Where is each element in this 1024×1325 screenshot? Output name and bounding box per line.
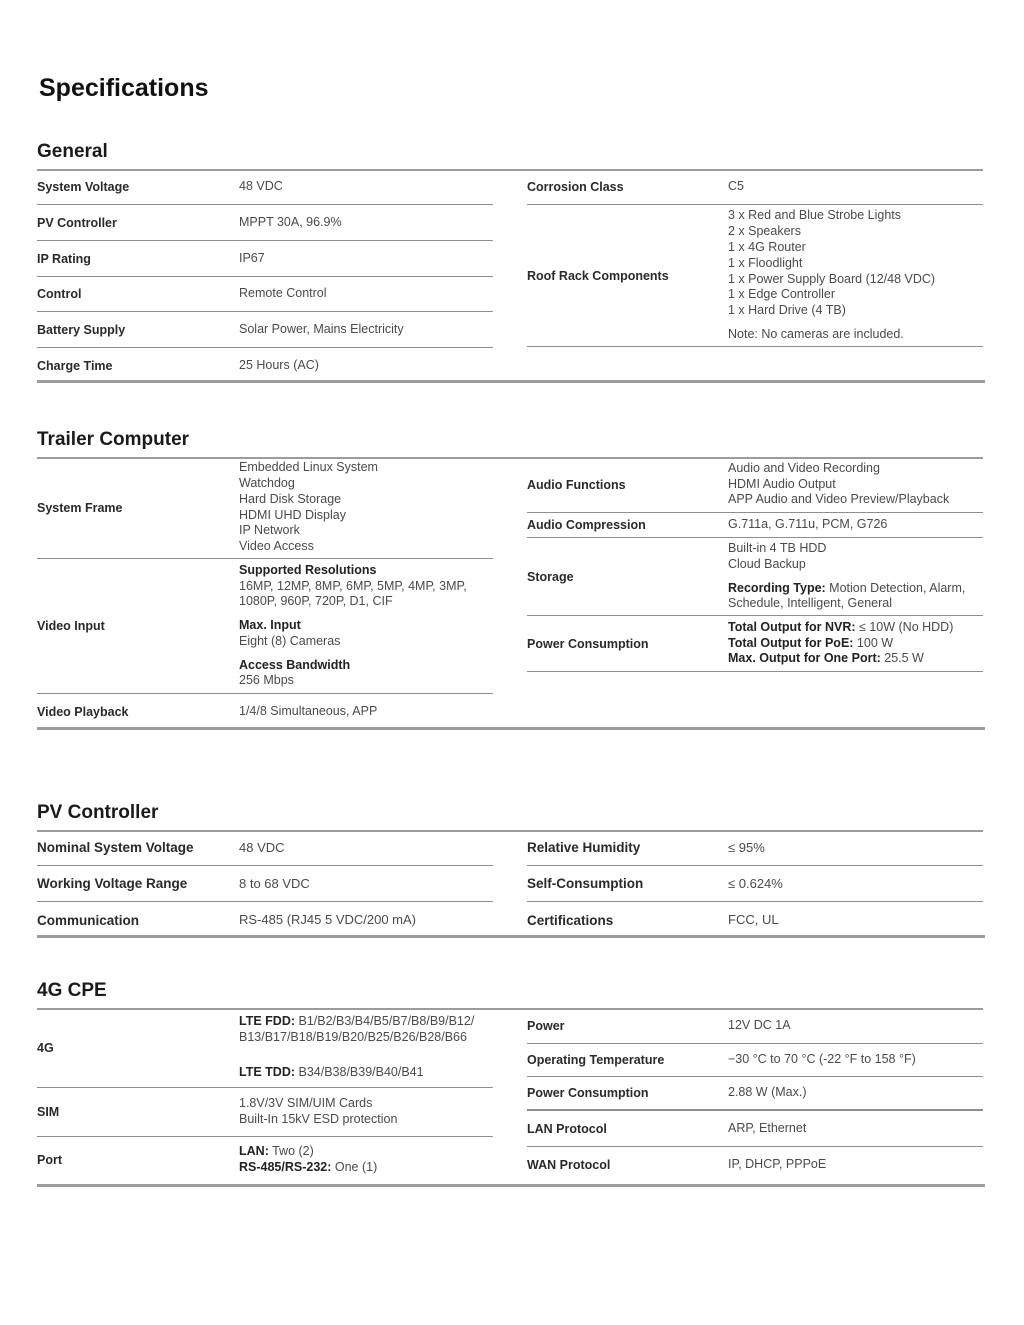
spec-value bbox=[239, 1096, 397, 1128]
sub-heading: Access Bandwidth bbox=[239, 657, 351, 672]
spec-row-video-playback bbox=[37, 694, 493, 730]
spec-value: FCC, UL bbox=[728, 912, 779, 928]
recording-type-value: Schedule, Intelligent, General bbox=[728, 596, 892, 611]
pv-controller-section bbox=[37, 800, 983, 940]
spec-row-port bbox=[37, 1137, 493, 1183]
list-item: APP Audio and Video Preview/Playback bbox=[728, 492, 950, 507]
lte-fdd-label: LTE FDD: bbox=[239, 1014, 296, 1029]
lte-tdd-value: B34/B38/B39/B40/B41 bbox=[295, 1064, 424, 1079]
list-item: IP Network bbox=[239, 523, 300, 538]
spec-value: IP, DHCP, PPPoE bbox=[728, 1157, 827, 1172]
spec-value: ≤ 95% bbox=[728, 839, 765, 855]
nvr-value: ≤ 10W (No HDD) bbox=[855, 619, 954, 634]
spec-row-certifications bbox=[527, 902, 983, 938]
spec-row-power-consumption bbox=[527, 616, 983, 672]
spec-row-battery-supply bbox=[37, 312, 493, 348]
rs-label: RS-485/RS-232: bbox=[239, 1160, 332, 1174]
spec-row-lan-protocol bbox=[527, 1111, 983, 1147]
spec-label: Charge Time bbox=[37, 359, 113, 373]
spec-label: Power Consumption bbox=[527, 1086, 649, 1100]
list-item: 1 x Edge Controller bbox=[728, 287, 836, 302]
list-item: HDMI Audio Output bbox=[728, 476, 836, 491]
spec-row-wan-protocol bbox=[527, 1147, 983, 1183]
spec-value: 2.88 W (Max.) bbox=[728, 1085, 807, 1100]
list-item: 1 x Floodlight bbox=[728, 255, 803, 270]
4g-cpe-section bbox=[37, 978, 983, 1193]
spec-value: MPPT 30A, 96.9% bbox=[239, 214, 342, 229]
list-item: HDMI UHD Display bbox=[239, 507, 346, 522]
list-item: Eight (8) Cameras bbox=[239, 633, 341, 648]
spec-value: Solar Power, Mains Electricity bbox=[239, 321, 404, 336]
list-item: 1 x Hard Drive (4 TB) bbox=[728, 303, 846, 318]
lan-label: LAN: bbox=[239, 1144, 269, 1159]
poe-value: 100 W bbox=[853, 635, 894, 650]
spec-label: Storage bbox=[527, 569, 574, 584]
spec-label: Corrosion Class bbox=[527, 179, 624, 194]
trailer-left-column bbox=[37, 457, 493, 730]
spec-row-charge-time bbox=[37, 348, 493, 384]
spec-row-relative-humidity bbox=[527, 830, 983, 866]
spec-label: Video Input bbox=[37, 619, 105, 633]
spec-row-audio-compression bbox=[527, 513, 983, 538]
spec-label: Port bbox=[37, 1153, 62, 1167]
section-bottom-rule bbox=[37, 1184, 985, 1187]
spec-label: PV Controller bbox=[37, 215, 117, 230]
list-item: 1080P, 960P, 720P, D1, CIF bbox=[239, 594, 393, 609]
recording-type-value: Motion Detection, Alarm, bbox=[825, 580, 966, 595]
lan-value: Two (2) bbox=[268, 1144, 314, 1159]
section-bottom-rule bbox=[37, 380, 985, 383]
poe-label: Total Output for PoE: bbox=[728, 635, 854, 650]
spec-value: 48 VDC bbox=[239, 178, 283, 193]
spec-label: Self-Consumption bbox=[527, 876, 644, 891]
list-item: Cloud Backup bbox=[728, 556, 806, 571]
spec-row-pv-controller bbox=[37, 205, 493, 241]
spec-row-ip-rating bbox=[37, 241, 493, 277]
list-item: 1 x Power Supply Board (12/48 VDC) bbox=[728, 271, 936, 286]
section-title: General bbox=[37, 141, 108, 162]
spec-label: Communication bbox=[37, 912, 140, 928]
spec-value bbox=[728, 620, 953, 667]
list-item: 2 x Speakers bbox=[728, 224, 801, 239]
sub-heading: Max. Input bbox=[239, 618, 301, 633]
pv-left-column bbox=[37, 830, 493, 938]
spec-row-storage bbox=[527, 538, 983, 616]
page-title: Specifications bbox=[39, 74, 209, 102]
spec-value bbox=[728, 541, 965, 612]
spec-value bbox=[239, 460, 378, 555]
list-item: 3 x Red and Blue Strobe Lights bbox=[728, 208, 902, 223]
list-item: 1 x 4G Router bbox=[728, 239, 806, 254]
spec-value: G.711a, G.711u, PCM, G726 bbox=[728, 517, 888, 532]
section-title: PV Controller bbox=[37, 802, 159, 823]
spec-value: 12V DC 1A bbox=[728, 1017, 791, 1032]
port-output-label: Max. Output for One Port: bbox=[728, 651, 881, 666]
spec-label: Video Playback bbox=[37, 705, 129, 719]
section-bottom-rule bbox=[37, 935, 985, 938]
spec-row-working-voltage bbox=[37, 866, 493, 902]
spec-row-control bbox=[37, 277, 493, 312]
list-item: Built-in 4 TB HDD bbox=[728, 540, 827, 555]
spec-value bbox=[728, 461, 949, 508]
lte-tdd-label: LTE TDD: bbox=[239, 1064, 296, 1079]
list-item: Built-In 15kV ESD protection bbox=[239, 1112, 398, 1126]
note: Note: No cameras are included. bbox=[728, 326, 904, 341]
spec-value: 48 VDC bbox=[239, 839, 285, 855]
section-title: Trailer Computer bbox=[37, 429, 190, 450]
spec-label: Battery Supply bbox=[37, 322, 126, 337]
cpe-right-column bbox=[527, 1008, 983, 1183]
spec-value: ≤ 0.624% bbox=[728, 875, 783, 891]
sub-heading: Supported Resolutions bbox=[239, 562, 377, 577]
list-item: Audio and Video Recording bbox=[728, 460, 880, 475]
spec-row-system-voltage bbox=[37, 169, 493, 205]
spec-label: Audio Functions bbox=[527, 477, 626, 492]
spec-row-roof-rack bbox=[527, 205, 983, 347]
spec-label: Power Consumption bbox=[527, 636, 649, 651]
spec-value bbox=[728, 208, 935, 342]
spec-value: Remote Control bbox=[239, 286, 327, 301]
spec-label: Operating Temperature bbox=[527, 1053, 665, 1067]
spec-label: System Frame bbox=[37, 500, 123, 515]
nvr-label: Total Output for NVR: bbox=[728, 619, 856, 634]
rs-value: One (1) bbox=[331, 1160, 378, 1174]
spec-row-system-frame bbox=[37, 457, 493, 559]
spec-label: System Voltage bbox=[37, 179, 130, 194]
spec-row-power bbox=[527, 1008, 983, 1044]
spec-value bbox=[239, 1144, 377, 1176]
recording-type-label: Recording Type: bbox=[728, 580, 826, 595]
spec-label: SIM bbox=[37, 1105, 60, 1119]
spec-row-sim bbox=[37, 1088, 493, 1137]
spec-row-cpe-power-consumption bbox=[527, 1077, 983, 1111]
spec-label: Control bbox=[37, 287, 82, 301]
lte-fdd-value: B13/B17/B18/B19/B20/B25/B26/B28/B66 bbox=[239, 1030, 467, 1045]
spec-value: RS-485 (RJ45 5 VDC/200 mA) bbox=[239, 912, 417, 928]
list-item: Hard Disk Storage bbox=[239, 491, 342, 506]
list-item: 256 Mbps bbox=[239, 673, 294, 688]
spec-value: 8 to 68 VDC bbox=[239, 875, 310, 891]
spec-label: Roof Rack Components bbox=[527, 268, 669, 283]
spec-value bbox=[239, 563, 467, 690]
spec-value: IP67 bbox=[239, 250, 265, 265]
spec-value: 25 Hours (AC) bbox=[239, 358, 319, 373]
spec-row-communication bbox=[37, 902, 493, 938]
spec-label: Certifications bbox=[527, 912, 614, 928]
trailer-computer-section bbox=[37, 427, 983, 733]
spec-value: ARP, Ethernet bbox=[728, 1120, 807, 1135]
port-output-value: 25.5 W bbox=[880, 651, 924, 666]
spec-row-self-consumption bbox=[527, 866, 983, 902]
spec-label: Power bbox=[527, 1018, 565, 1033]
list-item: Watchdog bbox=[239, 475, 295, 490]
trailer-right-column bbox=[527, 457, 983, 672]
section-bottom-rule bbox=[37, 727, 985, 730]
spec-value bbox=[239, 1014, 474, 1080]
lte-fdd-value: B1/B2/B3/B4/B5/B7/B8/B9/B12/ bbox=[295, 1014, 475, 1029]
list-item: Video Access bbox=[239, 539, 314, 554]
general-left-column bbox=[37, 169, 493, 384]
spec-row-corrosion-class bbox=[527, 169, 983, 205]
spec-value: −30 °C to 70 °C (-22 °F to 158 °F) bbox=[728, 1052, 916, 1067]
list-item: 16MP, 12MP, 8MP, 6MP, 5MP, 4MP, 3MP, bbox=[239, 578, 467, 593]
spec-label: WAN Protocol bbox=[527, 1158, 611, 1172]
general-right-column bbox=[527, 169, 983, 347]
cpe-left-column bbox=[37, 1008, 493, 1183]
section-title: 4G CPE bbox=[37, 980, 107, 1001]
general-section bbox=[37, 139, 983, 385]
spec-label: Audio Compression bbox=[527, 518, 646, 532]
spec-row-video-input bbox=[37, 559, 493, 694]
spec-value: C5 bbox=[728, 178, 744, 193]
list-item: 1.8V/3V SIM/UIM Cards bbox=[239, 1096, 373, 1111]
spec-label: 4G bbox=[37, 1040, 54, 1055]
spec-label: LAN Protocol bbox=[527, 1121, 607, 1136]
spec-label: Working Voltage Range bbox=[37, 876, 188, 891]
spec-label: Relative Humidity bbox=[527, 840, 641, 855]
list-item: Embedded Linux System bbox=[239, 460, 378, 475]
spec-row-4g bbox=[37, 1008, 493, 1088]
pv-right-column bbox=[527, 830, 983, 938]
spec-label: Nominal System Voltage bbox=[37, 840, 194, 855]
spec-row-nominal-voltage bbox=[37, 830, 493, 866]
spec-label: IP Rating bbox=[37, 251, 91, 266]
spec-value: 1/4/8 Simultaneous, APP bbox=[239, 704, 378, 719]
spec-row-operating-temperature bbox=[527, 1044, 983, 1077]
spec-row-audio-functions bbox=[527, 457, 983, 513]
